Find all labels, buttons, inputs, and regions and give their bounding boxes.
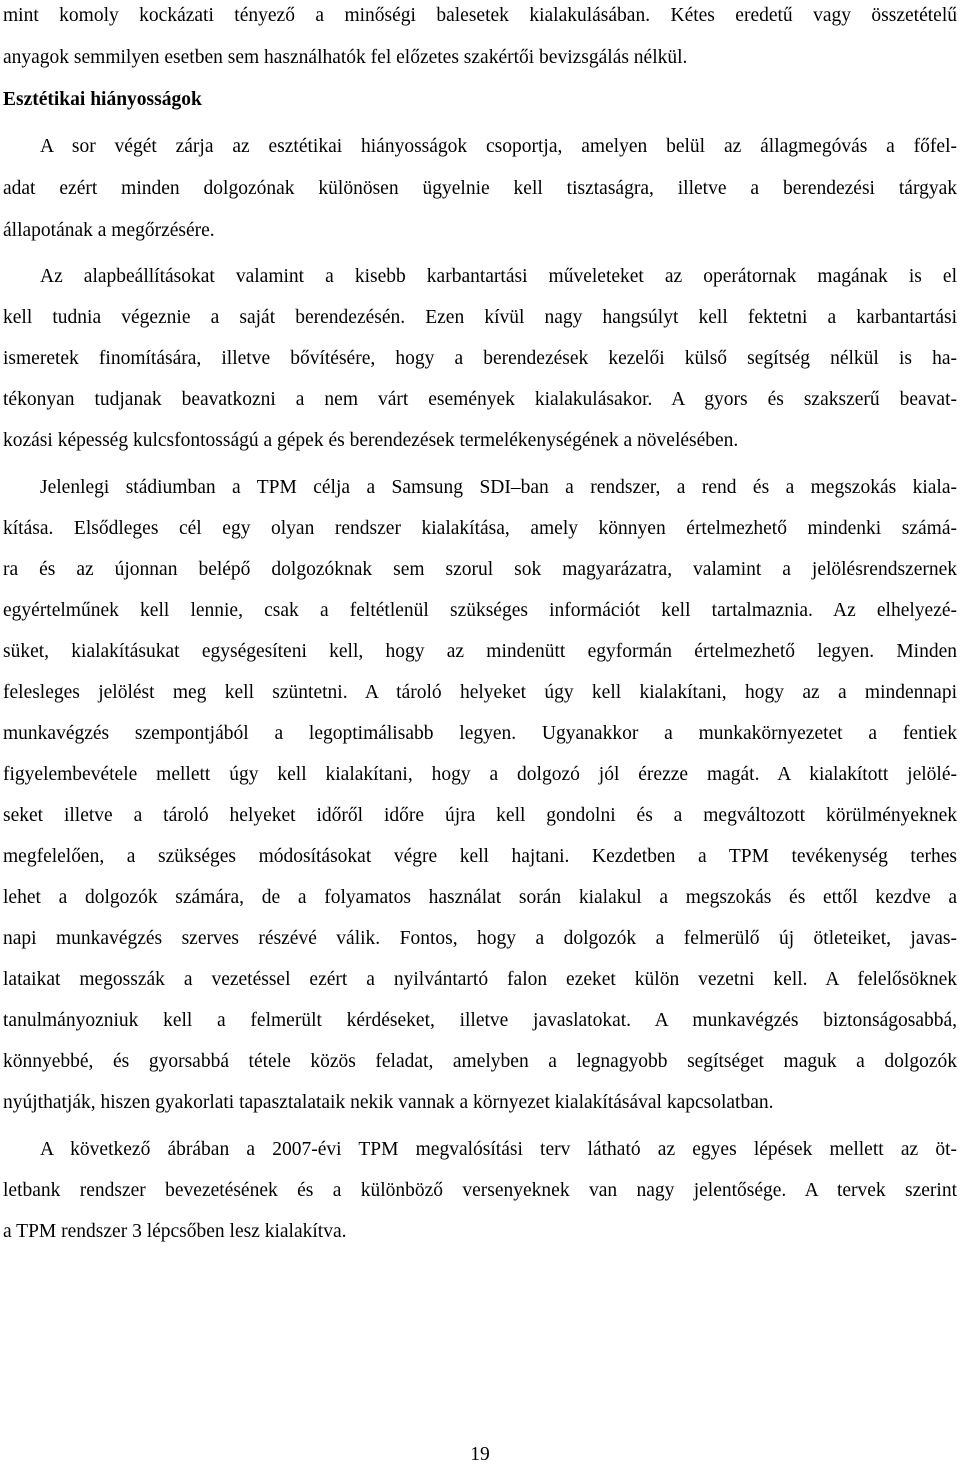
- text-line: egyértelműnek kell lennie, csak a feltétlenül szükséges információt kell tartalmaznia. Az elhelyezé-: [3, 600, 957, 621]
- text-line: mint komoly kockázati tényező a minőségi balesetek kialakulásában. Kétes eredetű vagy összetételű: [3, 5, 957, 26]
- text-line: napi munkavégzés szerves részévé válik. Fontos, hogy a dolgozók a felmerülő új ötleteiket, javas-: [3, 928, 957, 949]
- text-line: tékonyan tudjanak beavatkozni a nem várt események kialakulásakor. A gyors és szakszerű beavat-: [3, 389, 957, 410]
- text-line: seket illetve a tároló helyeket időről időre újra kell gondolni és a megváltozott körülményeknek: [3, 805, 957, 826]
- text-line: lehet a dolgozók számára, de a folyamatos használat során kialakul a megszokás és ettől kezdve a: [3, 887, 957, 908]
- text-line: kozási képesség kulcsfontosságú a gépek és berendezések termelékenységének a növelésében.: [3, 430, 739, 451]
- text-line: felesleges jelölést meg kell szüntetni. A tároló helyeket úgy kell kialakítani, hogy az a mindennapi: [3, 682, 957, 703]
- text-line: lataikat megosszák a vezetéssel ezért a nyilvántartó falon ezeket külön vezetni kell. A felelősöknek: [3, 969, 957, 990]
- text-line: megfelelően, a szükséges módosításokat végre kell hajtani. Kezdetben a TPM tevékenység terhes: [3, 846, 957, 867]
- text-line: letbank rendszer bevezetésének és a különböző versenyeknek van nagy jelentősége. A tervek szerint: [3, 1180, 957, 1201]
- text-line: ra és az újonnan belépő dolgozóknak sem szorul sok magyarázatra, valamint a jelölésrendszernek: [3, 559, 957, 580]
- text-line: adat ezért minden dolgozónak különösen ügyelnie kell tisztaságra, illetve a berendezési tárgyak: [3, 178, 957, 199]
- text-line: figyelembevétele mellett úgy kell kialakítani, hogy a dolgozó jól érezze magát. A kialakított jelölé-: [3, 764, 957, 785]
- text-line: ismeretek finomítására, illetve bővítésére, hogy a berendezések kezelői külső segítség nélkül is ha-: [3, 348, 957, 369]
- page-number: 19: [470, 1444, 490, 1465]
- text-line: A következő ábrában a 2007-évi TPM megvalósítási terv látható az egyes lépések mellett az öt-: [40, 1139, 957, 1160]
- text-line: kítása. Elsődleges cél egy olyan rendszer kialakítása, amely könnyen értelmezhető mindenki számá-: [3, 518, 957, 539]
- text-line: süket, kialakításukat egységesíteni kell, hogy az mindenütt egyformán értelmezhető legyen. Minden: [3, 641, 957, 662]
- text-line: állapotának a megőrzésére.: [3, 220, 215, 241]
- text-line: könnyebbé, és gyorsabbá tétele közös feladat, amelyben a legnagyobb segítséget maguk a dolgozók: [3, 1051, 957, 1072]
- text-line: munkavégzés szempontjából a legoptimálisabb legyen. Ugyanakkor a munkakörnyezetet a fentiek: [3, 723, 957, 744]
- text-line: Az alapbeállításokat valamint a kisebb karbantartási műveleteket az operátornak magának is el: [40, 266, 957, 287]
- text-line: A sor végét zárja az esztétikai hiányosságok csoportja, amelyen belül az állagmegóvás a főfel-: [40, 136, 957, 157]
- text-line: anyagok semmilyen esetben sem használhatók fel előzetes szakértői bevizsgálás nélkül.: [3, 47, 688, 68]
- text-line: a TPM rendszer 3 lépcsőben lesz kialakítva.: [3, 1221, 347, 1242]
- text-line: tanulmányozniuk kell a felmerült kérdéseket, illetve javaslatokat. A munkavégzés biztonságosabbá,: [3, 1010, 957, 1031]
- text-line: nyújthatják, hiszen gyakorlati tapasztalataik nekik vannak a környezet kialakításával kapcsolatban.: [3, 1092, 774, 1113]
- section-heading: Esztétikai hiányosságok: [3, 89, 202, 110]
- text-line: kell tudnia végeznie a saját berendezésén. Ezen kívül nagy hangsúlyt kell fektetni a karbantartási: [3, 307, 957, 328]
- document-page: [3, 0, 957, 1467]
- text-line: Jelenlegi stádiumban a TPM célja a Samsung SDI–ban a rendszer, a rend és a megszokás kiala-: [40, 477, 957, 498]
